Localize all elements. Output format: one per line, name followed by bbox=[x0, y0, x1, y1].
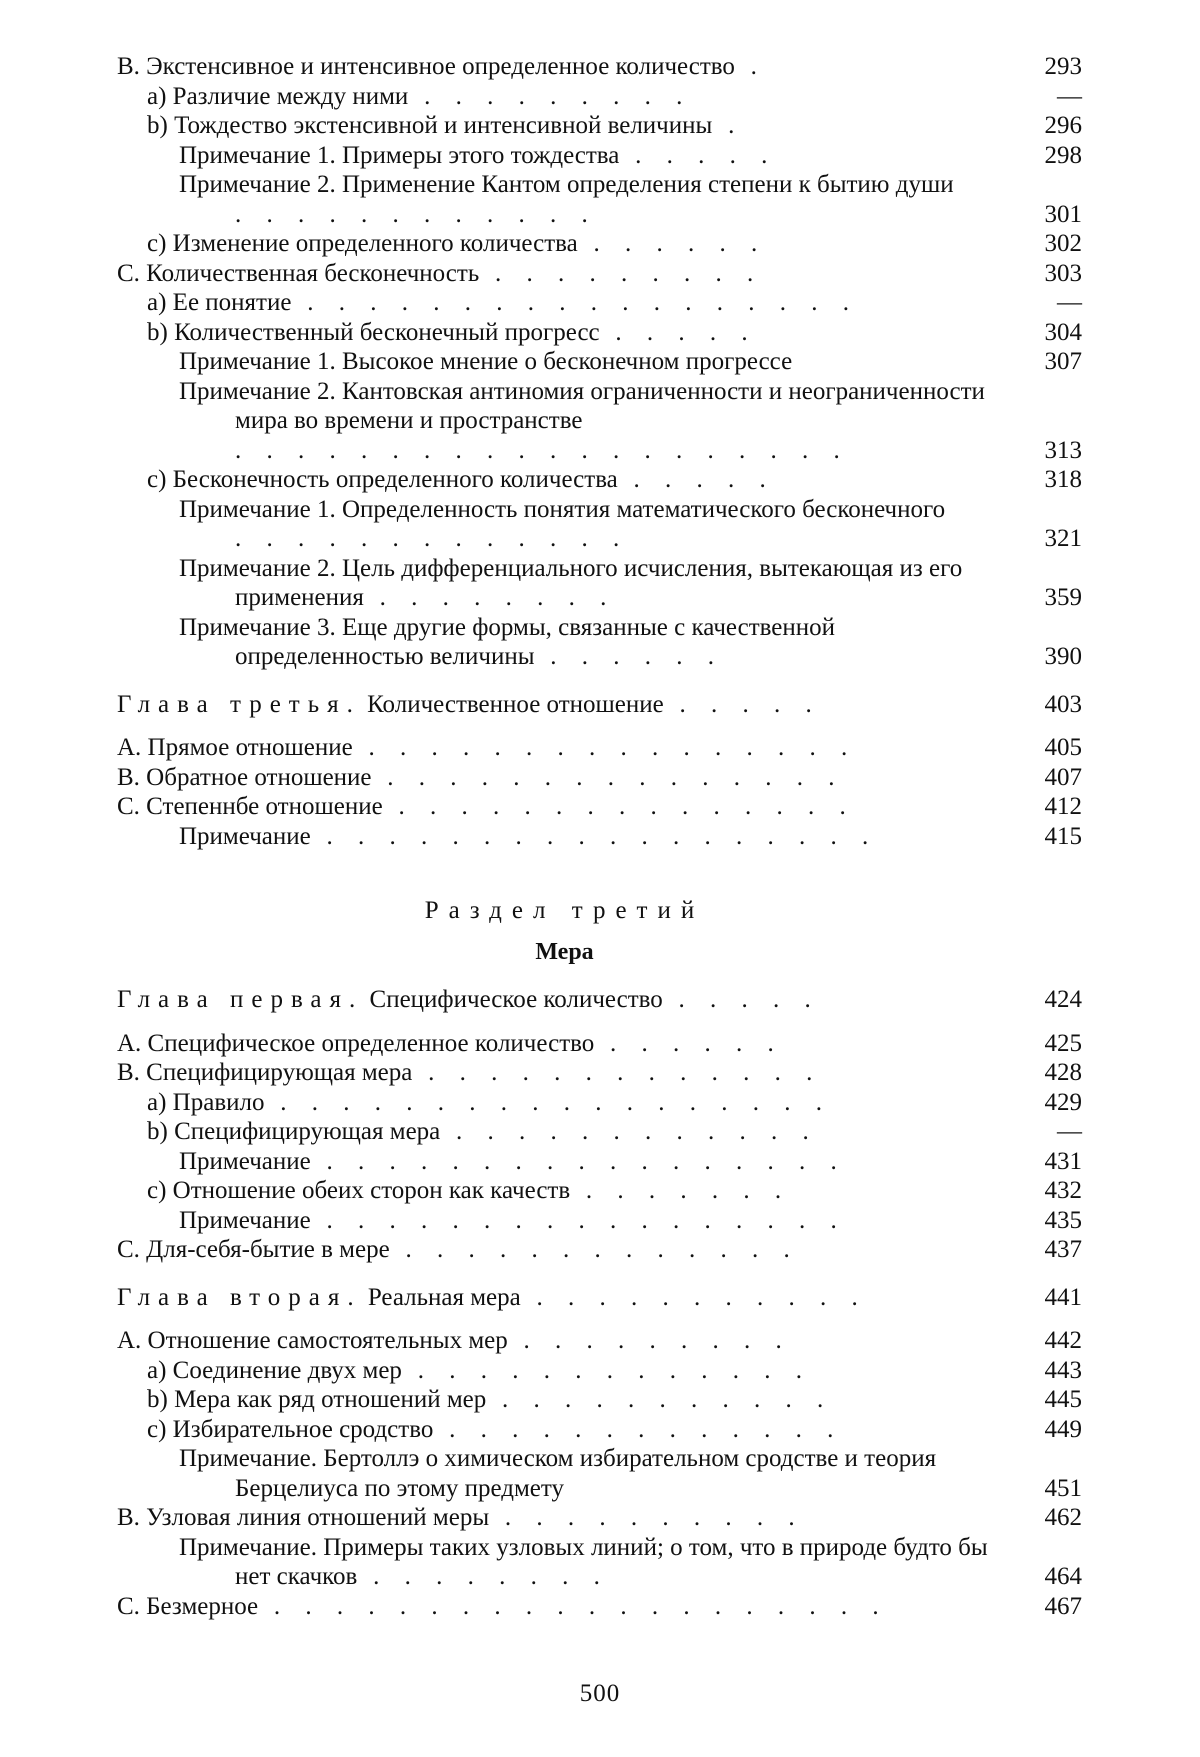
page-number: 296 bbox=[1044, 112, 1082, 139]
page-number: 462 bbox=[1044, 1504, 1082, 1531]
page-number: 407 bbox=[1044, 763, 1082, 791]
toc-entry bbox=[117, 822, 1082, 852]
leader-dots: . . . . . . . . . . . . . bbox=[401, 1356, 812, 1384]
leader-dots: . . . . . . . . . . . . . bbox=[412, 1059, 822, 1086]
page-number: 321 bbox=[1044, 525, 1082, 552]
entry-title: Примечание 1. Высокое мнение о бесконечном прогрессе bbox=[179, 348, 793, 375]
leader-dots: . . . . . bbox=[599, 318, 758, 346]
toc-entry bbox=[117, 1533, 1082, 1592]
page-number: 449 bbox=[1044, 1415, 1082, 1443]
leader-dots: . . . . . bbox=[617, 466, 776, 493]
toc-entry bbox=[117, 1206, 1082, 1236]
entry-title: a) Различие между ними bbox=[147, 82, 409, 110]
toc-entry bbox=[117, 613, 1082, 672]
leader-dots: . . . . . . . . bbox=[357, 1563, 610, 1590]
leader-dots: . . . . . . bbox=[594, 1029, 784, 1057]
leader-dots: . . . . . . . . . . . . . bbox=[389, 1236, 800, 1263]
entry-title: А. Прямое отношение bbox=[117, 734, 353, 761]
leader-dots: . . . . . bbox=[663, 690, 822, 718]
page-number: 301 bbox=[1044, 200, 1082, 228]
entry-title: В. Специфицирующая мера bbox=[117, 1059, 413, 1086]
leader-dots: . . . . . . . . . bbox=[408, 82, 692, 110]
leader-dots: . . . . . bbox=[619, 141, 777, 169]
toc-entry bbox=[117, 733, 1082, 763]
toc-group-specific-quantity bbox=[117, 1029, 1082, 1265]
table-of-contents bbox=[117, 52, 1082, 1621]
toc-entry bbox=[117, 1444, 1082, 1503]
entry-title: С. Количественная бесконечность bbox=[117, 259, 480, 287]
page-number: 445 bbox=[1044, 1386, 1082, 1413]
leader-dots: . bbox=[734, 53, 767, 80]
leader-dots: . . . . . . bbox=[534, 643, 724, 670]
entry-title: c) Бесконечность определенного количества bbox=[147, 466, 618, 493]
toc-entry bbox=[117, 763, 1082, 793]
leader-dots: . . . . . . . . . . . . . . . . . bbox=[310, 1147, 847, 1175]
section-subtitle: Мера bbox=[535, 939, 594, 965]
entry-title: Примечание. Бертоллэ о химическом избирательном сродстве и теория Берцелиуса по этому предмету bbox=[179, 1445, 937, 1502]
toc-entry bbox=[117, 1088, 1082, 1118]
leader-dots: . . . . . . . . . . . . bbox=[235, 200, 598, 228]
entry-title: b) Специфицирующая мера bbox=[147, 1118, 441, 1145]
page-number: 441 bbox=[1044, 1283, 1082, 1311]
entry-title: c) Отношение обеих сторон как качеств bbox=[147, 1177, 571, 1204]
leader-dots: . . . . . . . bbox=[570, 1177, 791, 1204]
toc-entry bbox=[117, 792, 1082, 822]
toc-entry bbox=[117, 1326, 1082, 1356]
leader-dots: . bbox=[712, 112, 744, 139]
entry-title: b) Тождество экстенсивной и интенсивной величины bbox=[147, 112, 713, 139]
page-number: 405 bbox=[1044, 734, 1082, 761]
entry-title: Примечание bbox=[179, 1206, 311, 1234]
toc-group-relation bbox=[117, 733, 1082, 851]
leader-dots: . . . . . . . . . . . . . . . bbox=[371, 763, 845, 791]
toc-entry bbox=[117, 495, 1082, 554]
page-number: 428 bbox=[1044, 1059, 1082, 1086]
leader-dots: . . . . . . . . . . bbox=[489, 1504, 805, 1531]
page-number: 304 bbox=[1044, 318, 1082, 346]
entry-title: Примечание 2. Применение Кантом определения степени к бытию души bbox=[179, 171, 954, 198]
section-title: Раздел третий bbox=[424, 897, 705, 924]
page-number: — bbox=[1057, 1118, 1082, 1145]
toc-entry bbox=[117, 1503, 1082, 1533]
page-number: 464 bbox=[1044, 1563, 1082, 1590]
entry-title: Примечание bbox=[179, 822, 311, 850]
section-heading bbox=[117, 895, 1012, 967]
page-number: 435 bbox=[1044, 1206, 1082, 1234]
toc-entry bbox=[117, 554, 1082, 613]
page-number: 302 bbox=[1044, 230, 1082, 257]
leader-dots: . . . . . . . . . . . . . . . . . . . . bbox=[235, 436, 850, 464]
entry-title: a) Соединение двух мер bbox=[147, 1356, 402, 1384]
entry-title: Примечание 1. Примеры этого тождества bbox=[179, 141, 620, 169]
page-footer-number: 500 bbox=[579, 1680, 621, 1707]
page-number: 437 bbox=[1044, 1236, 1082, 1263]
chapter-title: Специфическое количество bbox=[369, 986, 663, 1013]
chapter-title: Количественное отношение bbox=[367, 690, 664, 718]
toc-entry bbox=[117, 1117, 1082, 1147]
entry-title: Примечание. Примеры таких узловых линий; о том, что в природе будто бы нет скачков bbox=[179, 1533, 988, 1590]
toc-entry bbox=[117, 1058, 1082, 1088]
page-number: 467 bbox=[1044, 1592, 1082, 1620]
toc-entry bbox=[117, 1415, 1082, 1445]
page-number: 313 bbox=[1044, 436, 1082, 464]
entry-title: Примечание 1. Определенность понятия математического бесконечного bbox=[179, 495, 946, 523]
page-number: 303 bbox=[1044, 259, 1082, 287]
leader-dots: . . . . . . . . . . . bbox=[486, 1386, 833, 1413]
page-number: — bbox=[1057, 289, 1082, 316]
entry-title: В. Обратное отношение bbox=[117, 763, 372, 791]
chapter-entry-quantitative-relation bbox=[117, 690, 1082, 720]
entry-title: c) Избирательное сродство bbox=[147, 1415, 434, 1443]
leader-dots: . . . . . . . . . bbox=[479, 259, 763, 287]
chapter-title: Реальная мера bbox=[367, 1283, 521, 1311]
page-number: 293 bbox=[1044, 53, 1082, 80]
toc-entry bbox=[117, 259, 1082, 289]
entry-title: c) Изменение определенного количества bbox=[147, 230, 578, 257]
page-number: 432 bbox=[1044, 1177, 1082, 1204]
page-number: 431 bbox=[1044, 1147, 1082, 1175]
leader-dots: . . . . . . . . . . . . . bbox=[433, 1415, 843, 1443]
entry-title: С. Степеннбе отношение bbox=[117, 793, 383, 820]
page-number: 442 bbox=[1044, 1327, 1082, 1354]
toc-entry bbox=[117, 347, 1082, 377]
leader-dots: . . . . . . . . . bbox=[507, 1327, 792, 1354]
page-number: 443 bbox=[1044, 1356, 1082, 1384]
entry-title: Примечание 3. Еще другие формы, связанные с качественной определенностью величины bbox=[179, 613, 836, 670]
leader-dots: . . . . . . . . . . . . . . . . . . bbox=[310, 822, 878, 850]
chapter-label: Глава третья. bbox=[117, 690, 361, 718]
leader-dots: . . . . . . . . . . . . . . . . bbox=[352, 734, 857, 761]
page-number: 318 bbox=[1044, 466, 1082, 493]
entry-title: Примечание bbox=[179, 1147, 311, 1175]
page-number: 415 bbox=[1044, 822, 1082, 850]
page-number: 424 bbox=[1044, 986, 1082, 1013]
toc-entry bbox=[117, 1235, 1082, 1265]
page-number: 429 bbox=[1044, 1088, 1082, 1116]
leader-dots: . . . . . . . . . . . . bbox=[440, 1118, 819, 1145]
toc-entry bbox=[117, 82, 1082, 112]
leader-dots: . . . . . . . . . . . . . . . . . . bbox=[264, 1088, 832, 1116]
entry-title: Примечание 2. Кантовская антиномия ограниченности и неограниченности мира во времени и пространстве bbox=[179, 377, 985, 434]
entry-title: a) Правило bbox=[147, 1088, 265, 1116]
toc-group-quantity bbox=[117, 52, 1082, 672]
page-number: 451 bbox=[1044, 1474, 1082, 1502]
toc-entry bbox=[117, 318, 1082, 348]
leader-dots: . . . . . . . . bbox=[363, 584, 616, 611]
leader-dots: . . . . . . . . . . . . . . . . . . . . bbox=[258, 1592, 889, 1620]
toc-entry bbox=[117, 1356, 1082, 1386]
chapter-entry-real-measure bbox=[117, 1283, 1082, 1313]
leader-dots: . . . . . . . . . . . . . bbox=[235, 525, 629, 552]
leader-dots: . . . . . . bbox=[577, 230, 767, 257]
leader-dots: . . . . . . . . . . . . . . . . . . bbox=[291, 289, 859, 316]
toc-entry bbox=[117, 111, 1082, 141]
toc-entry bbox=[117, 52, 1082, 82]
toc-entry bbox=[117, 1029, 1082, 1059]
leader-dots: . . . . . bbox=[662, 986, 821, 1013]
entry-title: a) Ее понятие bbox=[147, 289, 292, 316]
page-number: 425 bbox=[1044, 1029, 1082, 1057]
chapter-label: Глава первая. bbox=[117, 986, 364, 1013]
toc-entry bbox=[117, 1592, 1082, 1622]
leader-dots: . . . . . . . . . . . . . . . bbox=[382, 793, 856, 820]
toc-entry bbox=[117, 1176, 1082, 1206]
entry-title: b) Мера как ряд отношений мер bbox=[147, 1386, 487, 1413]
leader-dots: . . . . . . . . . . . bbox=[520, 1283, 868, 1311]
page-number: 390 bbox=[1044, 643, 1082, 670]
page-number: 298 bbox=[1044, 141, 1082, 169]
toc-entry bbox=[117, 1385, 1082, 1415]
toc-entry bbox=[117, 288, 1082, 318]
chapter-entry-specific-quantity bbox=[117, 985, 1082, 1015]
toc-entry bbox=[117, 229, 1082, 259]
entry-title: А. Специфическое определенное количество bbox=[117, 1029, 595, 1057]
toc-entry bbox=[117, 465, 1082, 495]
toc-entry bbox=[117, 141, 1082, 171]
page-number: — bbox=[1057, 82, 1082, 110]
page-number: 403 bbox=[1044, 690, 1082, 718]
page-number: 307 bbox=[1044, 348, 1082, 375]
entry-title: Примечание 2. Цель дифференциального исчисления, вытекающая из его применения bbox=[179, 554, 963, 611]
toc-entry bbox=[117, 1147, 1082, 1177]
toc-entry bbox=[117, 377, 1082, 466]
entry-title: С. Для-себя-бытие в мере bbox=[117, 1236, 390, 1263]
chapter-label: Глава вторая. bbox=[117, 1283, 362, 1311]
toc-group-real-measure bbox=[117, 1326, 1082, 1621]
page-number: 412 bbox=[1044, 793, 1082, 820]
entry-title: С. Безмерное bbox=[117, 1592, 259, 1620]
leader-dots: . . . . . . . . . . . . . . . . . bbox=[310, 1206, 847, 1234]
toc-entry bbox=[117, 170, 1082, 229]
entry-title: b) Количественный бесконечный прогресс bbox=[147, 318, 600, 346]
entry-title: В. Узловая линия отношений меры bbox=[117, 1504, 490, 1531]
entry-title: А. Отношение самостоятельных мер bbox=[117, 1327, 508, 1354]
page-number: 359 bbox=[1044, 584, 1082, 611]
entry-title: В. Экстенсивное и интенсивное определенное количество bbox=[117, 53, 735, 80]
